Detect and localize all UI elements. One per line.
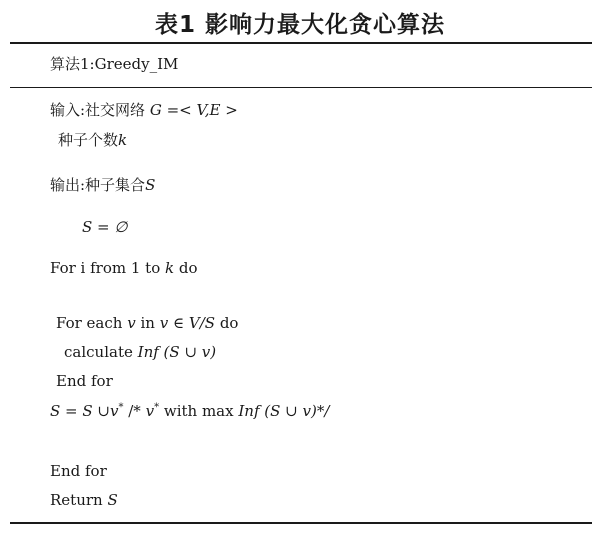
calculate-text: calculate (64, 343, 133, 361)
init-line: S = ∅ (82, 218, 128, 236)
update-sup1: * (118, 402, 124, 413)
input-math: G =< V,E > (149, 101, 238, 119)
update-inf: Inf (S ∪ v)*/ (238, 402, 330, 420)
bottom-rule (10, 522, 592, 524)
update-line (50, 398, 329, 421)
end-for-inner-line: End for (56, 372, 113, 390)
output-line (50, 175, 155, 195)
for-inner-in: in (140, 314, 155, 332)
header-rule (10, 87, 592, 88)
for-inner-line (56, 313, 238, 333)
output-var: S (145, 176, 156, 194)
table-caption: 表1 影响力最大化贪心算法 (154, 12, 445, 38)
for-outer-var: k (165, 259, 175, 277)
return-line (50, 490, 118, 510)
update-with-max: with max (163, 402, 234, 420)
for-outer-do: do (178, 259, 198, 277)
update-expr: S = S ∪v (50, 402, 119, 420)
top-rule (10, 42, 592, 44)
seed-count-var: k (118, 131, 128, 149)
return-text: Return (50, 491, 103, 509)
input-line (50, 100, 238, 120)
seed-count-label: 种子个数 (58, 131, 119, 149)
input-label: 输入:社交网络 (50, 101, 146, 119)
update-sup2: * (154, 402, 160, 413)
calculate-line (64, 342, 216, 362)
output-label: 输出:种子集合 (50, 176, 146, 194)
for-inner-text: For each (56, 314, 123, 332)
update-comment-open: /* (128, 402, 141, 420)
update-v: v (145, 402, 155, 420)
for-inner-cond: v ∈ V/S (159, 314, 216, 332)
return-var: S (107, 491, 118, 509)
for-outer-text: For i from 1 to (50, 259, 161, 277)
calculate-expr: Inf (S ∪ v) (137, 343, 217, 361)
end-for-outer-line: End for (50, 462, 107, 480)
algorithm-header: 算法1:Greedy_IM (50, 55, 179, 73)
for-inner-do: do (219, 314, 239, 332)
seed-count-line (58, 130, 127, 150)
for-inner-v: v (127, 314, 136, 332)
for-outer-line (50, 258, 198, 278)
